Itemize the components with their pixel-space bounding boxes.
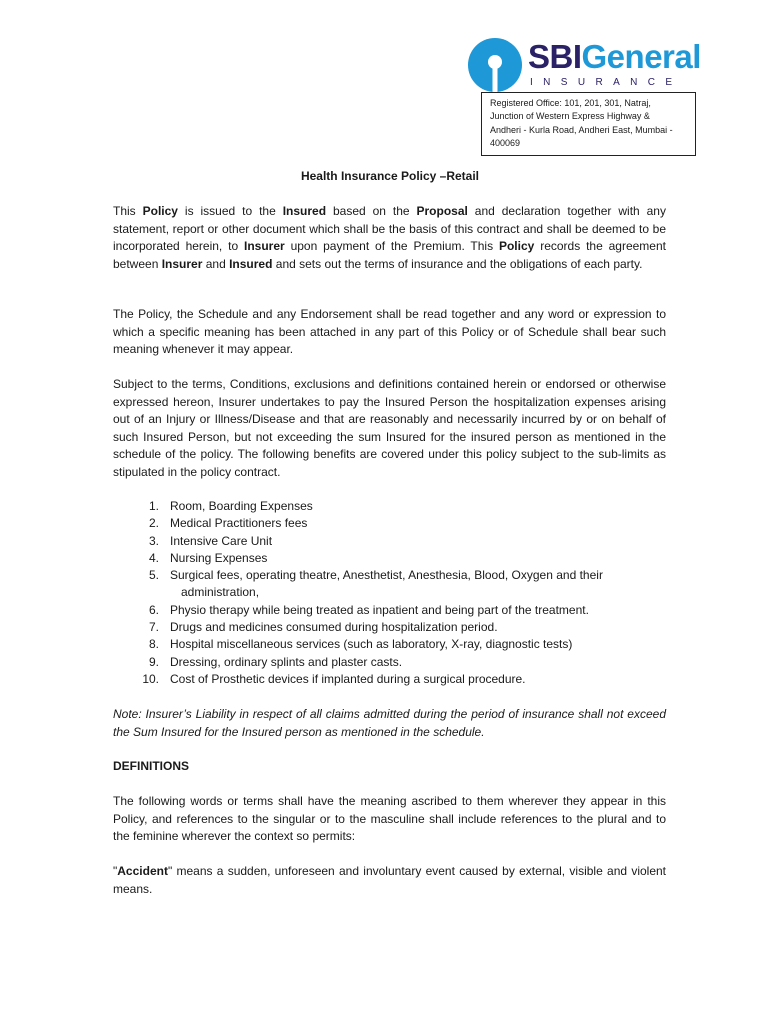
term-proposal: Proposal bbox=[416, 204, 468, 218]
intro-text: and declaration together with any statement, report or other document which shall be the basis of this contract and shall be deemed to be incorporated herein, to bbox=[113, 204, 666, 253]
logo-tagline: INSURANCE bbox=[530, 77, 683, 88]
term-insurer: Insurer bbox=[244, 239, 285, 253]
intro-text: and sets out the terms of insurance and the obligations of each party. bbox=[272, 256, 643, 271]
intro-text: This bbox=[113, 204, 143, 218]
registered-office-box bbox=[481, 92, 696, 156]
term-accident: Accident bbox=[117, 864, 168, 878]
list-item-continuation: administration, bbox=[181, 585, 260, 600]
list-item-number: 5. bbox=[148, 568, 159, 583]
list-item-number: 9. bbox=[148, 654, 159, 669]
list-item bbox=[113, 498, 666, 515]
accident-definition bbox=[113, 863, 666, 898]
accident-definition-text: means a sudden, unforeseen and involuntary event caused by external, visible and violent means. bbox=[113, 864, 666, 896]
term-policy: Policy bbox=[142, 204, 178, 218]
term-insured: Insured bbox=[282, 204, 327, 218]
list-item-text: Drugs and medicines consumed during hospitalization period. bbox=[170, 620, 498, 635]
list-item-text: Nursing Expenses bbox=[170, 550, 268, 565]
intro-text: is issued to the bbox=[177, 204, 283, 218]
list-item bbox=[113, 654, 666, 671]
liability-note-text: Note: Insurer’s Liability in respect of all claims admitted during the period of insurance shall not exceed the Sum Insured for the Insured person as mentioned in the schedule. bbox=[113, 707, 666, 739]
coverage-paragraph: Subject to the terms, Conditions, exclusions and definitions contained herein or endorsed or otherwise expressed hereon, Insurer undertakes to pay the Insured Person the hospitalization expenses arising out of an Injury or Illness/Disease and that are reasonably and necessarily incurred by or on behalf of such Insured Person, but not exceeding the sum Insured for the insured person as mentioned in the schedule of the policy. The following benefits are covered under this policy subject to the sub-limits as stipulated in the policy contract. bbox=[113, 377, 666, 479]
list-item bbox=[113, 533, 666, 550]
list-item-number: 3. bbox=[148, 533, 159, 548]
list-item-number: 7. bbox=[148, 620, 159, 635]
office-line-1: Registered Office: 101, 201, 301, Natraj, bbox=[490, 98, 651, 108]
office-line-2: Junction of Western Express Highway & bbox=[490, 111, 650, 122]
quote-mark: " bbox=[167, 864, 173, 878]
list-item bbox=[113, 602, 666, 619]
list-item-number: 6. bbox=[148, 602, 159, 617]
logo-word-general: General bbox=[581, 38, 701, 75]
sbi-logo-icon bbox=[468, 38, 522, 92]
intro-text: records the agreement between bbox=[113, 239, 666, 271]
list-item-number: 2. bbox=[148, 516, 159, 531]
list-item-number: 1. bbox=[148, 499, 159, 513]
list-item-text: Physio therapy while being treated as inpatient and being part of the treatment. bbox=[170, 602, 589, 617]
list-item-text: Intensive Care Unit bbox=[170, 533, 273, 548]
office-line-3: Andheri - Kurla Road, Andheri East, Mumbai - bbox=[490, 124, 673, 135]
term-policy: Policy bbox=[498, 239, 535, 253]
intro-text: based on the bbox=[326, 204, 417, 218]
list-item bbox=[113, 671, 666, 688]
logo-word-sbi: SBI bbox=[528, 38, 582, 75]
list-item-text: Cost of Prosthetic devices if implanted during a surgical procedure. bbox=[170, 671, 526, 686]
list-item bbox=[113, 550, 666, 567]
list-item bbox=[113, 636, 666, 653]
sbi-general-logo bbox=[468, 38, 701, 92]
list-item-text: Medical Practitioners fees bbox=[170, 516, 308, 531]
list-item-text: Dressing, ordinary splints and plaster casts. bbox=[170, 654, 403, 669]
benefits-list bbox=[113, 498, 666, 688]
schedule-paragraph: The Policy, the Schedule and any Endorsement shall be read together and any word or expression to which a specific meaning has been attached in any part of this Policy or of Schedule shall bear such meaning whenever it may appear. bbox=[113, 307, 666, 356]
list-item-number: 10. bbox=[142, 671, 159, 686]
definitions-intro: The following words or terms shall have the meaning ascribed to them wherever they appear in this Policy, and references to the singular or to the masculine shall include references to the plural and to the feminine wherever the context so permits: bbox=[113, 794, 666, 843]
list-item-number: 4. bbox=[148, 550, 159, 565]
office-line-4: 400069 bbox=[490, 137, 521, 148]
list-item bbox=[113, 567, 666, 602]
liability-note bbox=[113, 706, 666, 741]
list-item-text: Hospital miscellaneous services (such as laboratory, X-ray, diagnostic tests) bbox=[170, 637, 573, 652]
intro-paragraph bbox=[113, 203, 666, 273]
list-item bbox=[113, 515, 666, 532]
intro-text: and bbox=[202, 256, 230, 271]
definitions-heading: DEFINITIONS bbox=[113, 759, 190, 773]
term-insurer: Insurer bbox=[161, 256, 203, 271]
intro-text: upon payment of the Premium. This bbox=[284, 239, 499, 253]
term-insured: Insured bbox=[229, 256, 273, 271]
document-title: Health Insurance Policy –Retail bbox=[300, 169, 480, 183]
list-item-text: Surgical fees, operating theatre, Anesthetist, Anesthesia, Blood, Oxygen and their bbox=[170, 568, 603, 583]
list-item-number: 8. bbox=[148, 637, 159, 652]
quote-mark: " bbox=[113, 864, 118, 878]
logo-wordmark bbox=[528, 40, 701, 74]
list-item bbox=[113, 619, 666, 636]
list-item-text: Room, Boarding Expenses bbox=[170, 499, 313, 513]
